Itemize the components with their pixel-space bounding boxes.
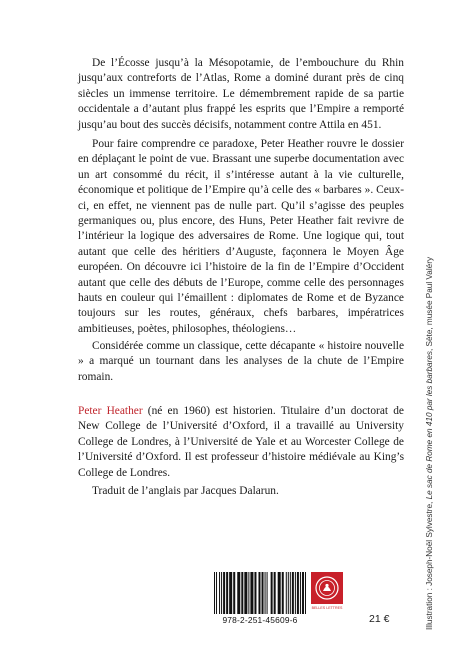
translator-line: Traduit de l’anglais par Jacques Dalarun. <box>92 485 279 497</box>
barcode-bar <box>226 572 228 614</box>
barcode-bar <box>295 572 296 614</box>
author-bio <box>78 404 404 481</box>
barcode-bar <box>258 572 260 614</box>
barcode-bar <box>278 572 281 614</box>
barcode-icon <box>214 572 306 614</box>
barcode-bar <box>290 572 291 614</box>
barcode-bar <box>305 572 306 614</box>
barcode-bar <box>237 572 240 614</box>
barcode-bar <box>303 572 304 614</box>
paragraph-3: Considérée comme un classique, cette décapante « histoire nouvelle » a marqué un tournant dans les analyses de la chute de l’Empire romain. <box>78 340 404 383</box>
illustration-credit <box>423 245 437 630</box>
bio-text: (né en 1960) est historien. Titulaire d’un doctorat de New College de l’Université d’Oxford, il a travaillé au University College de Londres, à l’Université de Yale et au Worcester College de l’Université d’Oxford. Il est professeur d’histoire médiévale au King’s College de Londres. <box>78 405 404 479</box>
bio-paragraph <box>78 404 404 481</box>
barcode-bar <box>292 572 294 614</box>
barcode-bar <box>265 572 266 614</box>
publisher-logo <box>311 572 343 622</box>
barcode-bar <box>233 572 235 614</box>
barcode-bar <box>216 572 217 614</box>
barcode-bar <box>274 572 276 614</box>
barcode-bar <box>214 572 215 614</box>
isbn-number: 978-2-251-45609-6 <box>222 615 298 625</box>
barcode-bar <box>229 572 232 614</box>
barcode-bar <box>221 572 222 614</box>
barcode-bar <box>223 572 225 614</box>
credit-title: Le sac de Rome en 410 par les barbares <box>425 351 434 500</box>
publisher-logo-text: BELLES LETTRES <box>311 606 343 610</box>
credit-suffix: , Sète, musée Paul Valéry <box>425 256 434 352</box>
paragraph-2: Pour faire comprendre ce paradoxe, Peter Heather rouvre le dossier en déplaçant le point de vue. Brassant une superbe documentation avec un art consommé du récit, il s’intéresse autant à la vie culturelle, économique et politique de l’Empire qu’à celle des « barbares ». Ceux-ci, en effet, ne viennent pas de nulle part. Qu’il s’agisse des peuples germaniques ou, plus encore, des Huns, Peter Heather fait revivre de l’intérieur la logique des adversaires de Rome. Une logique qui, tout autant que celle des héritiers d’Auguste, façonnera le Moyen Âge européen. On découvre ici l’histoire de la fin de l’Empire d’Occident autant que celle des débuts de l’Europe, comme celle des personnages hauts en couleur qui l’émaillent : diplomates de Rome et de Byzance toujours sur les routes, généraux, chefs barbares, impératrices ambitieuses, poètes, philosophes, théologiens… <box>78 138 404 335</box>
barcode-bar <box>288 572 289 614</box>
classic-paragraph <box>78 339 404 385</box>
barcode-bar <box>248 572 249 614</box>
price-label: 21 € <box>369 613 390 625</box>
barcode-bar <box>286 572 287 614</box>
barcode-bar <box>271 572 273 614</box>
barcode-bar <box>300 572 301 614</box>
paradox-paragraph <box>78 137 404 337</box>
barcode-bar <box>250 572 253 614</box>
barcode-bar <box>302 572 303 614</box>
barcode-bar <box>254 572 256 614</box>
barcode-bar <box>262 572 264 614</box>
barcode-bar <box>282 572 284 614</box>
intro-paragraph <box>78 56 404 133</box>
paragraph-1: De l’Écosse jusqu’à la Mésopotamie, de l’embouchure du Rhin jusqu’aux contreforts de l’Atlas, Rome a dominé durant près de cinq siècles un immense territoire. Le démembrement rapide de sa partie occidentale a d’autant plus frappé les esprits que l’Empire a remporté jusqu’au bout des succès décisifs, notamment contre Attila en 451. <box>78 57 404 131</box>
barcode-bar <box>267 572 268 614</box>
credit-prefix: Illustration : Joseph-Noël Sylvestre, <box>425 499 434 630</box>
barcode-area <box>212 572 344 627</box>
barcode-bar <box>241 572 243 614</box>
barcode-bar <box>297 572 299 614</box>
barcode-bar <box>244 572 247 614</box>
publisher-seal-icon <box>311 572 343 604</box>
author-name: Peter Heather <box>78 405 143 417</box>
barcode-bar <box>219 572 220 614</box>
translator-note <box>78 484 404 499</box>
